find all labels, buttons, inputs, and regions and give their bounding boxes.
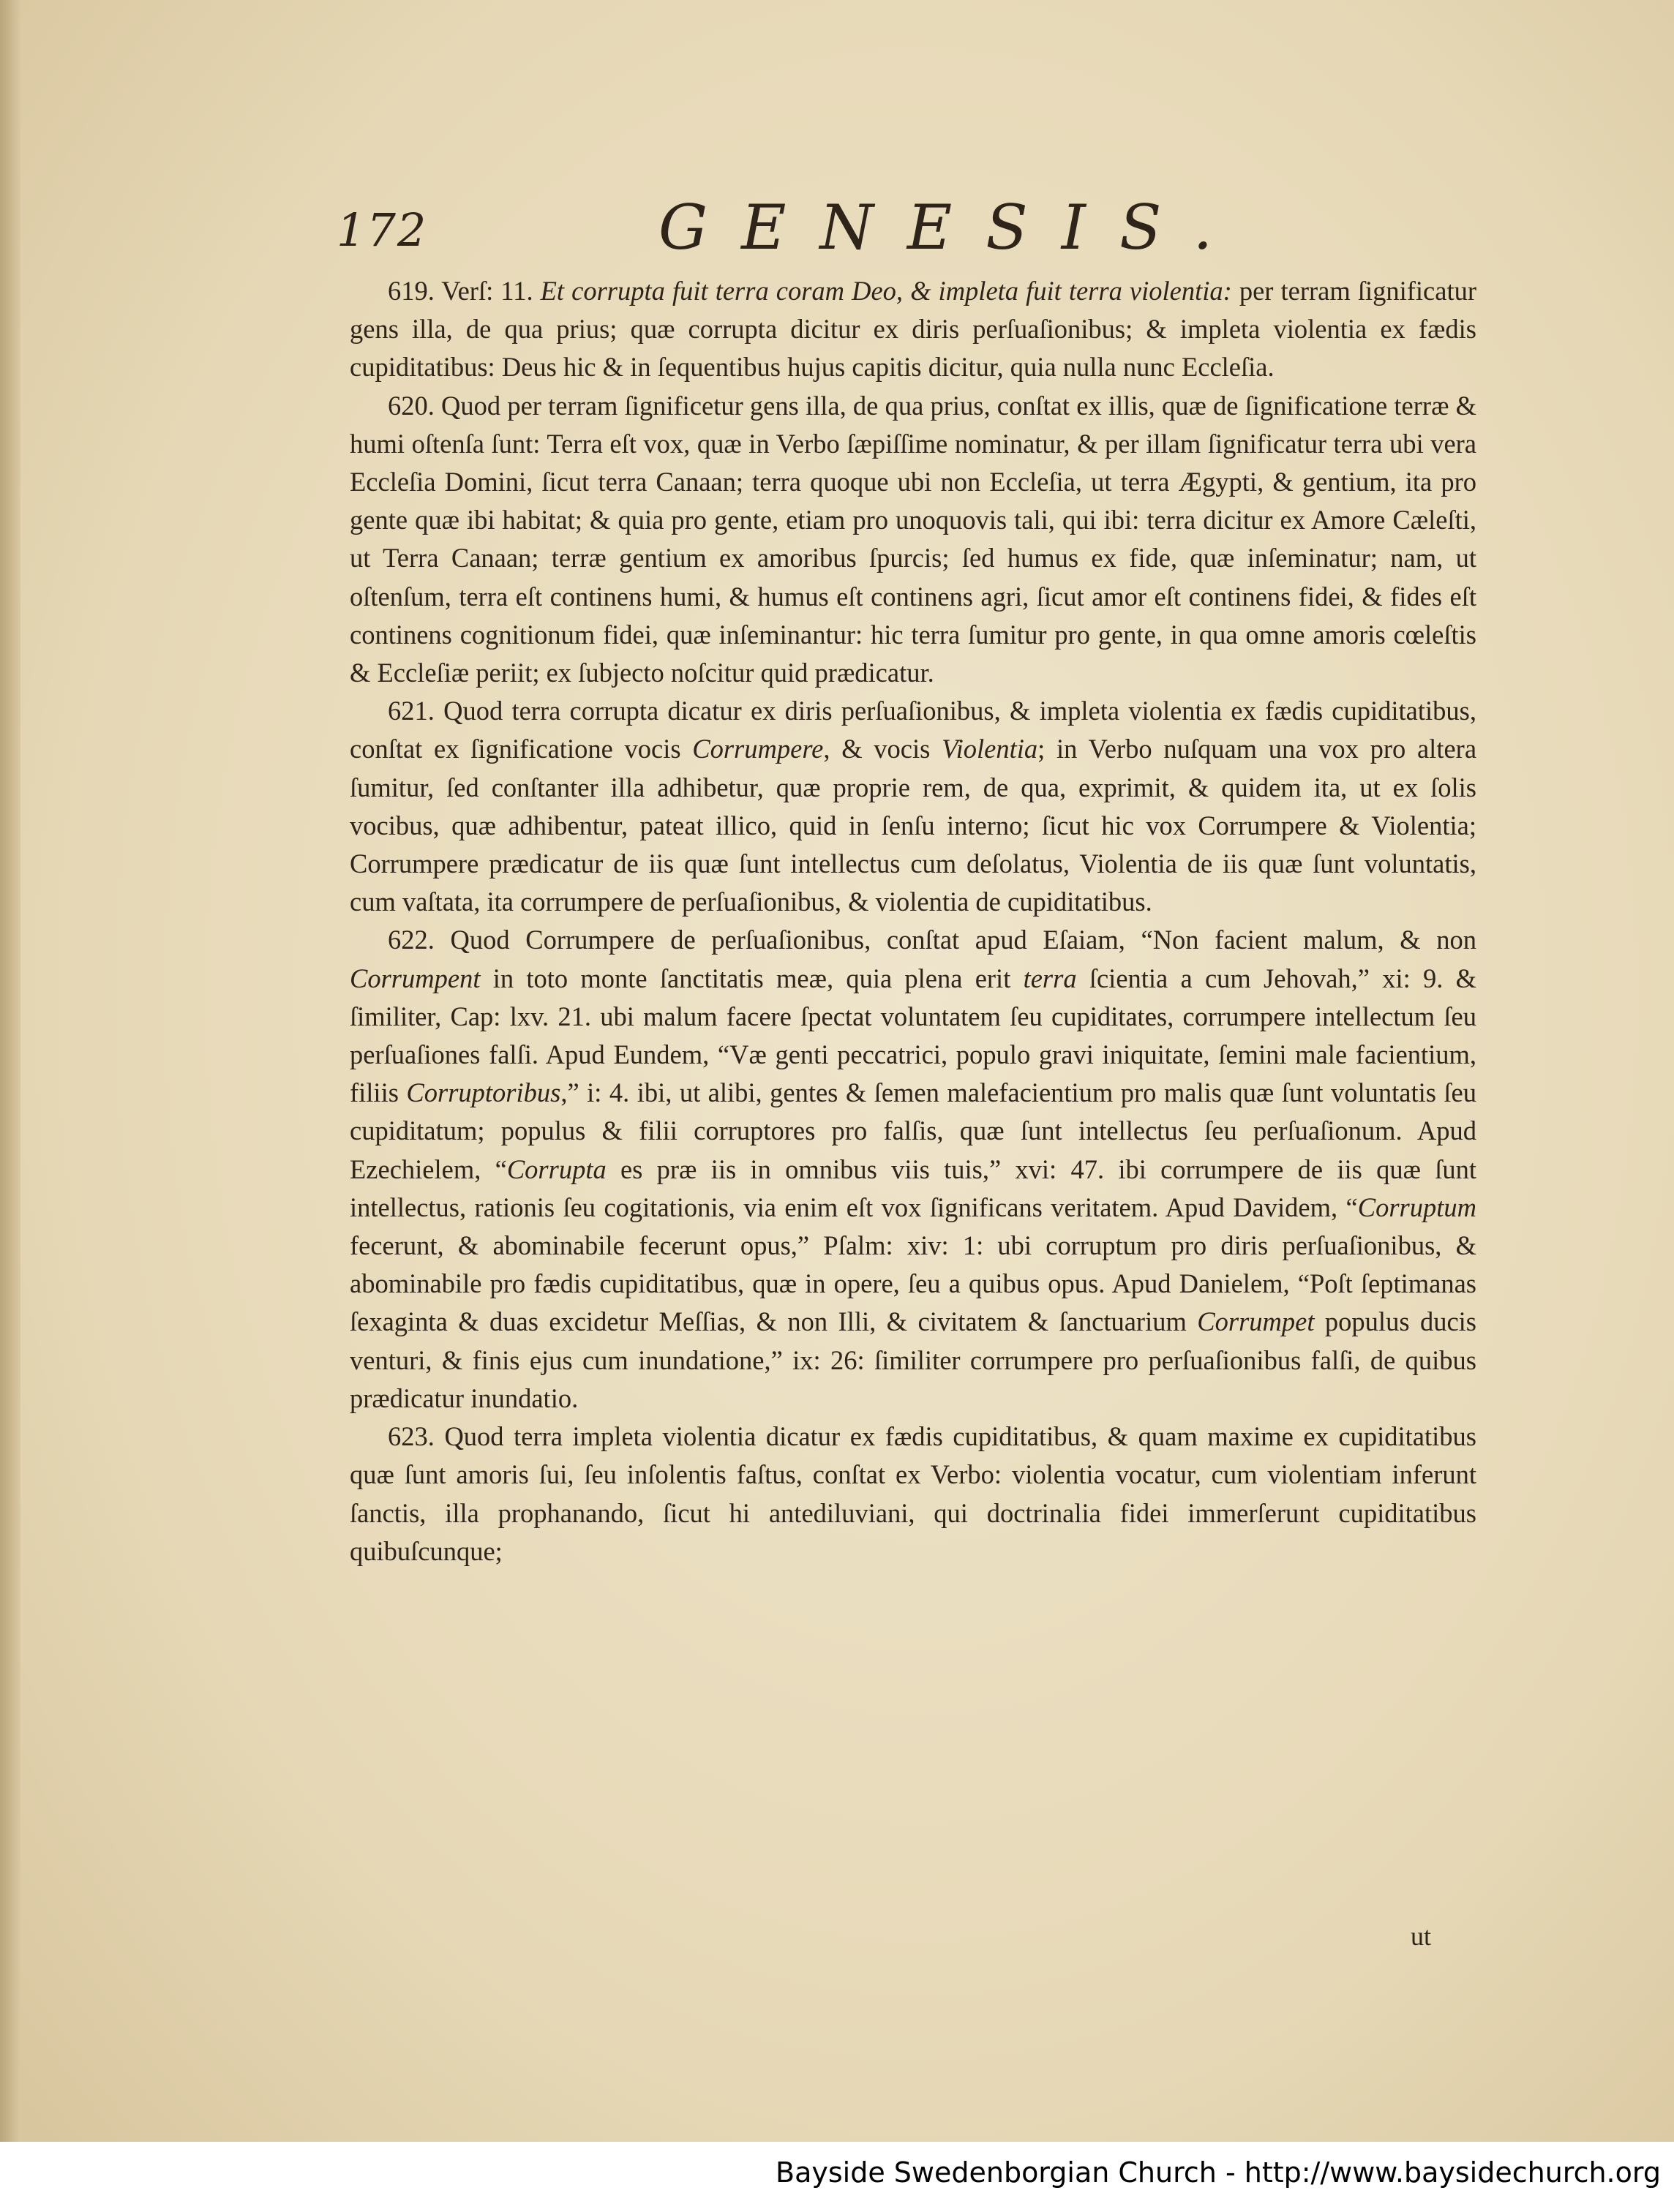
watermark-text: Bayside Swedenborgian Church - http://www.baysidechurch.org	[776, 2156, 1661, 2189]
page-header	[337, 192, 1478, 265]
paragraph-620: 620. Quod per terram ſignificetur gens illa, de qua prius, conſtat ex illis, quæ de ſignificatione terræ & humi oſtenſa ſunt: Terra eſt vox, quæ in Verbo ſæpiſſime nominatur, & per illam ſignificatur terra ubi vera Eccleſia Domini, ſicut terra Canaan; terra quoque ubi non Eccleſia, ut terra Ægypti, & gentium, ita pro gente quæ ibi habitat; & quia pro gente, etiam pro unoquovis tali, qui ibi: terra dicitur ex Amore Cæleſti, ut Terra Canaan; terræ gentium ex amoribus ſpurcis; ſed humus ex fide, quæ inſeminatur; nam, ut oſtenſum, terra eſt continens humi, & humus eſt continens agri, ſicut amor eſt continens fidei, & fides eſt continens cognitionum fidei, quæ inſeminantur: hic terra ſumitur pro gente, in qua omne amoris cœleſtis & Eccleſiæ periit; ex ſubjecto noſcitur quid prædicatur.	[350, 390, 1476, 688]
watermark-bar	[0, 2142, 1674, 2212]
paragraph-621: 621. Quod terra corrupta dicatur ex diris perſuaſionibus, & impleta violentia ex fædis cupiditatibus, conſtat ex ſignificatione vocis Corrumpere, & vocis Violentia; in Verbo nuſquam una vox pro altera ſumitur, ſed conſtanter illa adhibetur, quæ proprie rem, de qua, exprimit, & quidem ita, ut ex ſolis vocibus, quæ adhibentur, pateat illico, quid in ſenſu interno; ſicut hic vox Corrumpere & Violentia; Corrumpere prædicatur de iis quæ ſunt intellectus cum deſolatus, Violentia de iis quæ ſunt voluntatis, cum vaſtata, ita corrumpere de perſuaſionibus, & violentia de cupiditatibus.	[350, 696, 1477, 917]
paragraph-622: 622. Quod Corrumpere de perſuaſionibus, conſtat apud Eſaiam, “Non facient malum, & non Corrumpent in toto monte ſanctitatis meæ, quia plena erit terra ſcientia a cum Jehovah,” xi: 9. & ſimiliter, Cap: lxv. 21. ubi malum facere ſpectat voluntatem ſeu cupiditates, corrumpere intellectum ſeu perſuaſiones falſi. Apud Eundem, “Væ genti peccatrici, populo gravi iniquitate, ſemini male facientium, filiis Corruptoribus,” i: 4. ibi, ut alibi, gentes & ſemen malefacientium pro malis quæ ſunt voluntatis ſeu cupiditatum; populus & filii corruptores pro falſis, quæ ſunt intellectus ſeu perſuaſionum. Apud Ezechielem, “Corrupta es præ iis in omnibus viis tuis,” xvi: 47. ibi corrumpere de iis quæ ſunt intellectus, rationis ſeu cogitationis, via enim eſt vox ſignificans veritatem. Apud Davidem, “Corruptum fecerunt, & abominabile fecerunt opus,” Pſalm: xiv: 1: ubi corruptum pro diris perſuaſionibus, & abominabile pro fædis cupiditatibus, quæ in opere, ſeu a quibus opus. Apud Danielem, “Poſt ſeptimanas ſexaginta & duas excidetur Meſſias, & non Illi, & civitatem & ſanctuarium Corrumpet populus ducis venturi, & finis ejus cum inundatione,” ix: 26: ſimiliter corrumpere pro perſuaſionibus falſi, de quibus prædicatur inundatio.	[350, 925, 1477, 1413]
paragraph-619: 619. Verſ: 11. Et corrupta fuit terra coram Deo, & impleta fuit terra violentia: per terram ſignificatur gens illa, de qua prius; quæ corrupta dicitur ex diris perſuaſionibus; & impleta violentia ex fædis cupiditatibus: Deus hic & in ſequentibus hujus capitis dicitur, quia nulla nunc Eccleſia.	[350, 276, 1476, 383]
page-number: 172	[337, 203, 428, 257]
page-gutter	[0, 0, 20, 2212]
body-text	[350, 272, 1476, 1570]
running-title: GENESIS.	[658, 192, 1247, 263]
paragraph-623: 623. Quod terra impleta violentia dicatur ex fædis cupiditatibus, & quam maxime ex cupiditatibus quæ ſunt amoris ſui, ſeu inſolentis faſtus, conſtat ex Verbo: violentia vocatur, cum violentiam inferunt ſanctis, illa prophanando, ſicut hi antediluviani, qui doctrinalia fidei immerſerunt cupiditatibus quibuſcunque;	[350, 1421, 1476, 1566]
catchword: ut	[1411, 1922, 1432, 1951]
